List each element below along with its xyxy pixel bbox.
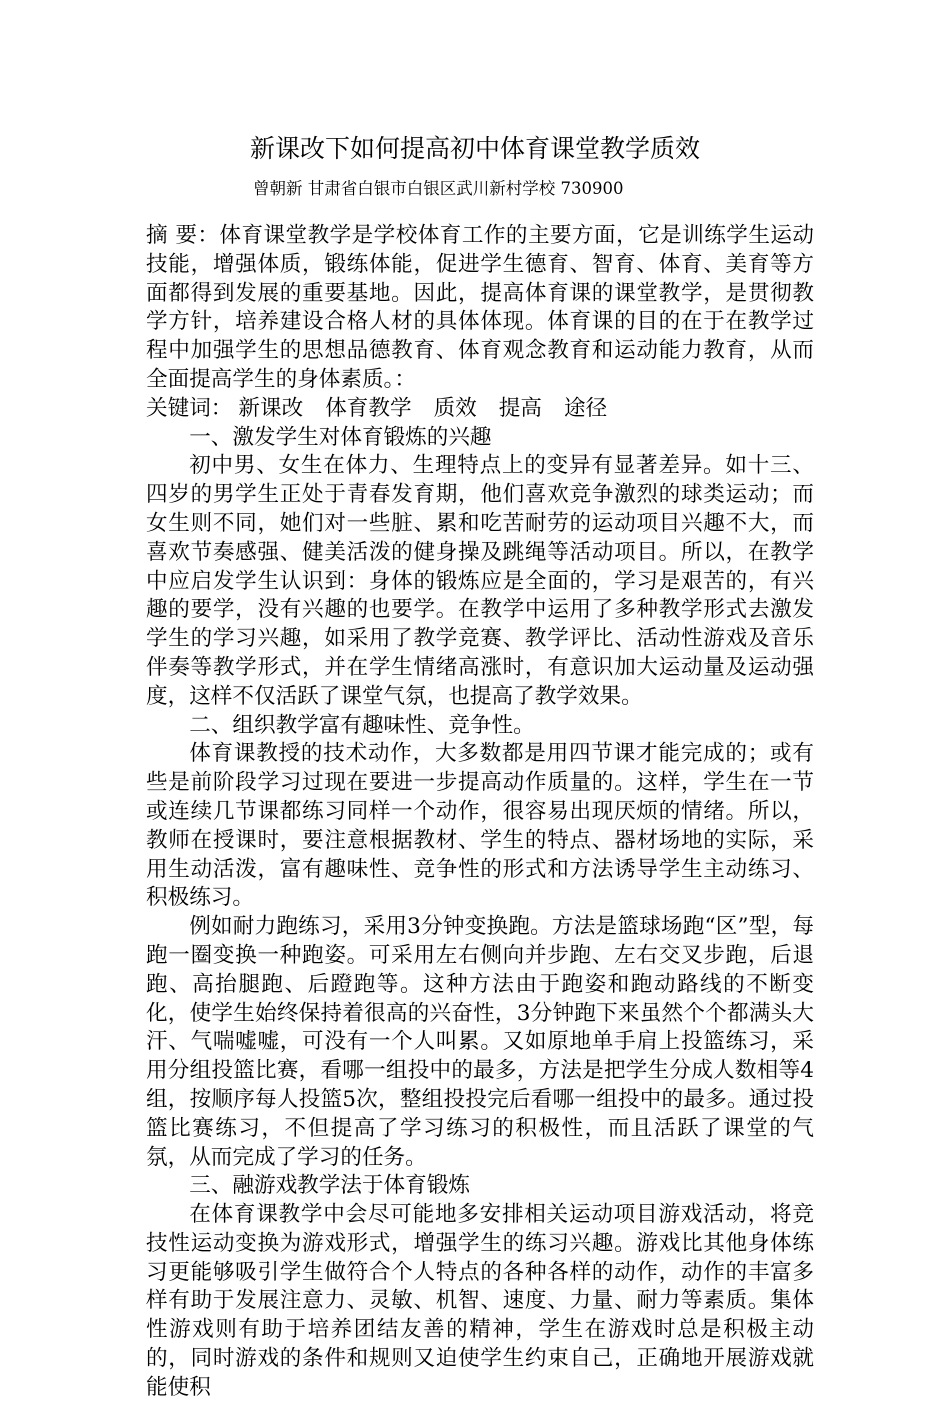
keyword-item: 提高 bbox=[498, 395, 542, 421]
keyword-item: 体育教学 bbox=[325, 395, 412, 421]
section-2-paragraph-1: 体育课教授的技术动作，大多数都是用四节课才能完成的；或有些是前阶段学习过现在要进一步提高动作质量的。这样，学生在一节或连续几节课都练习同样一个动作，很容易出现厌烦的情绪。所以，教师在授课时，要注意根据教材、学生的特点、器材场地的实际，采用生动活泼，富有趣味性、竞争性的形式和方法诱导学生主动练习、积极练习。 bbox=[146, 741, 814, 911]
keyword-item: 质效 bbox=[433, 395, 477, 421]
author-line: 曾朝新 甘肃省白银市白银区武川新村学校 730900 bbox=[253, 179, 624, 198]
section-1-paragraph: 初中男、女生在体力、生理特点上的变异有显著差异。如十三、四岁的男学生正处于青春发育期，他们喜欢竞争激烈的球类运动；而女生则不同，她们对一些脏、累和吃苦耐劳的运动项目兴趣不大，而喜欢节奏感强、健美活泼的健身操及跳绳等活动项目。所以，在教学中应启发学生认识到：身体的锻炼应是全面的，学习是艰苦的，有兴趣的要学，没有兴趣的也要学。在教学中运用了多种教学形式去激发学生的学习兴趣，如采用了教学竞赛、教学评比、活动性游戏及音乐伴奏等教学形式，并在学生情绪高涨时，有意识加大运动量及运动强度，这样不仅活跃了课堂气氛，也提高了教学效果。 bbox=[146, 453, 814, 709]
keyword-item: 途径 bbox=[563, 395, 608, 421]
section-heading-3: 三、融游戏教学法于体育锻炼 bbox=[189, 1173, 470, 1199]
section-heading-1: 一、激发学生对体育锻炼的兴趣 bbox=[189, 424, 492, 450]
document-title: 新课改下如何提高初中体育课堂教学质效 bbox=[249, 134, 700, 163]
document-body bbox=[146, 222, 814, 1403]
keywords-line bbox=[146, 395, 814, 424]
keywords-label: 关键词： bbox=[146, 395, 233, 421]
abstract-paragraph: 摘 要：体育课堂教学是学校体育工作的主要方面，它是训练学生运动技能，增强体质，锻练体能，促进学生德育、智育、体育、美育等方面都得到发展的重要基地。因此，提高体育课的课堂教学，是贯彻教学方针，培养建设合格人材的具体体现。体育课的目的在于在教学过程中加强学生的思想品德教育、体育观念教育和运动能力教育，从而全面提高学生的身体素质。： bbox=[146, 223, 814, 392]
section-2-paragraph-2: 例如耐力跑练习，采用3分钟变换跑。方法是篮球场跑“区”型，每跑一圈变换一种跑姿。可采用左右侧向并步跑、左右交叉步跑，后退跑、高抬腿跑、后蹬跑等。这种方法由于跑姿和跑动路线的不断变化，使学生始终保持着很高的兴奋性，3分钟跑下来虽然个个都满头大汗、气喘嘘嘘，可没有一个人叫累。又如原地单手肩上投篮练习，采用分组投篮比赛，看哪一组投中的最多，方法是把学生分成人数相等4组，按顺序每人投篮5次，整组投投完后看哪一组投中的最多。通过投篮比赛练习，不但提高了学习练习的积极性，而且活跃了课堂的气氛，从而完成了学习的任务。 bbox=[146, 914, 814, 1170]
section-3-paragraph: 在体育课教学中会尽可能地多安排相关运动项目游戏活动，将竞技性运动变换为游戏形式，增强学生的练习兴趣。游戏比其他身体练习更能够吸引学生做符合个人特点的各种各样的动作，动作的丰富多样有助于发展注意力、灵敏、机智、速度、力量、耐力等素质。集体性游戏则有助于培养团结友善的精神，学生在游戏时总是积极主动的，同时游戏的条件和规则又迫使学生约束自己，正确地开展游戏就能使积 bbox=[146, 1202, 814, 1400]
keyword-item: 新课改 bbox=[238, 395, 304, 421]
section-heading-2: 二、组织教学富有趣味性、竞争性。 bbox=[189, 712, 535, 738]
